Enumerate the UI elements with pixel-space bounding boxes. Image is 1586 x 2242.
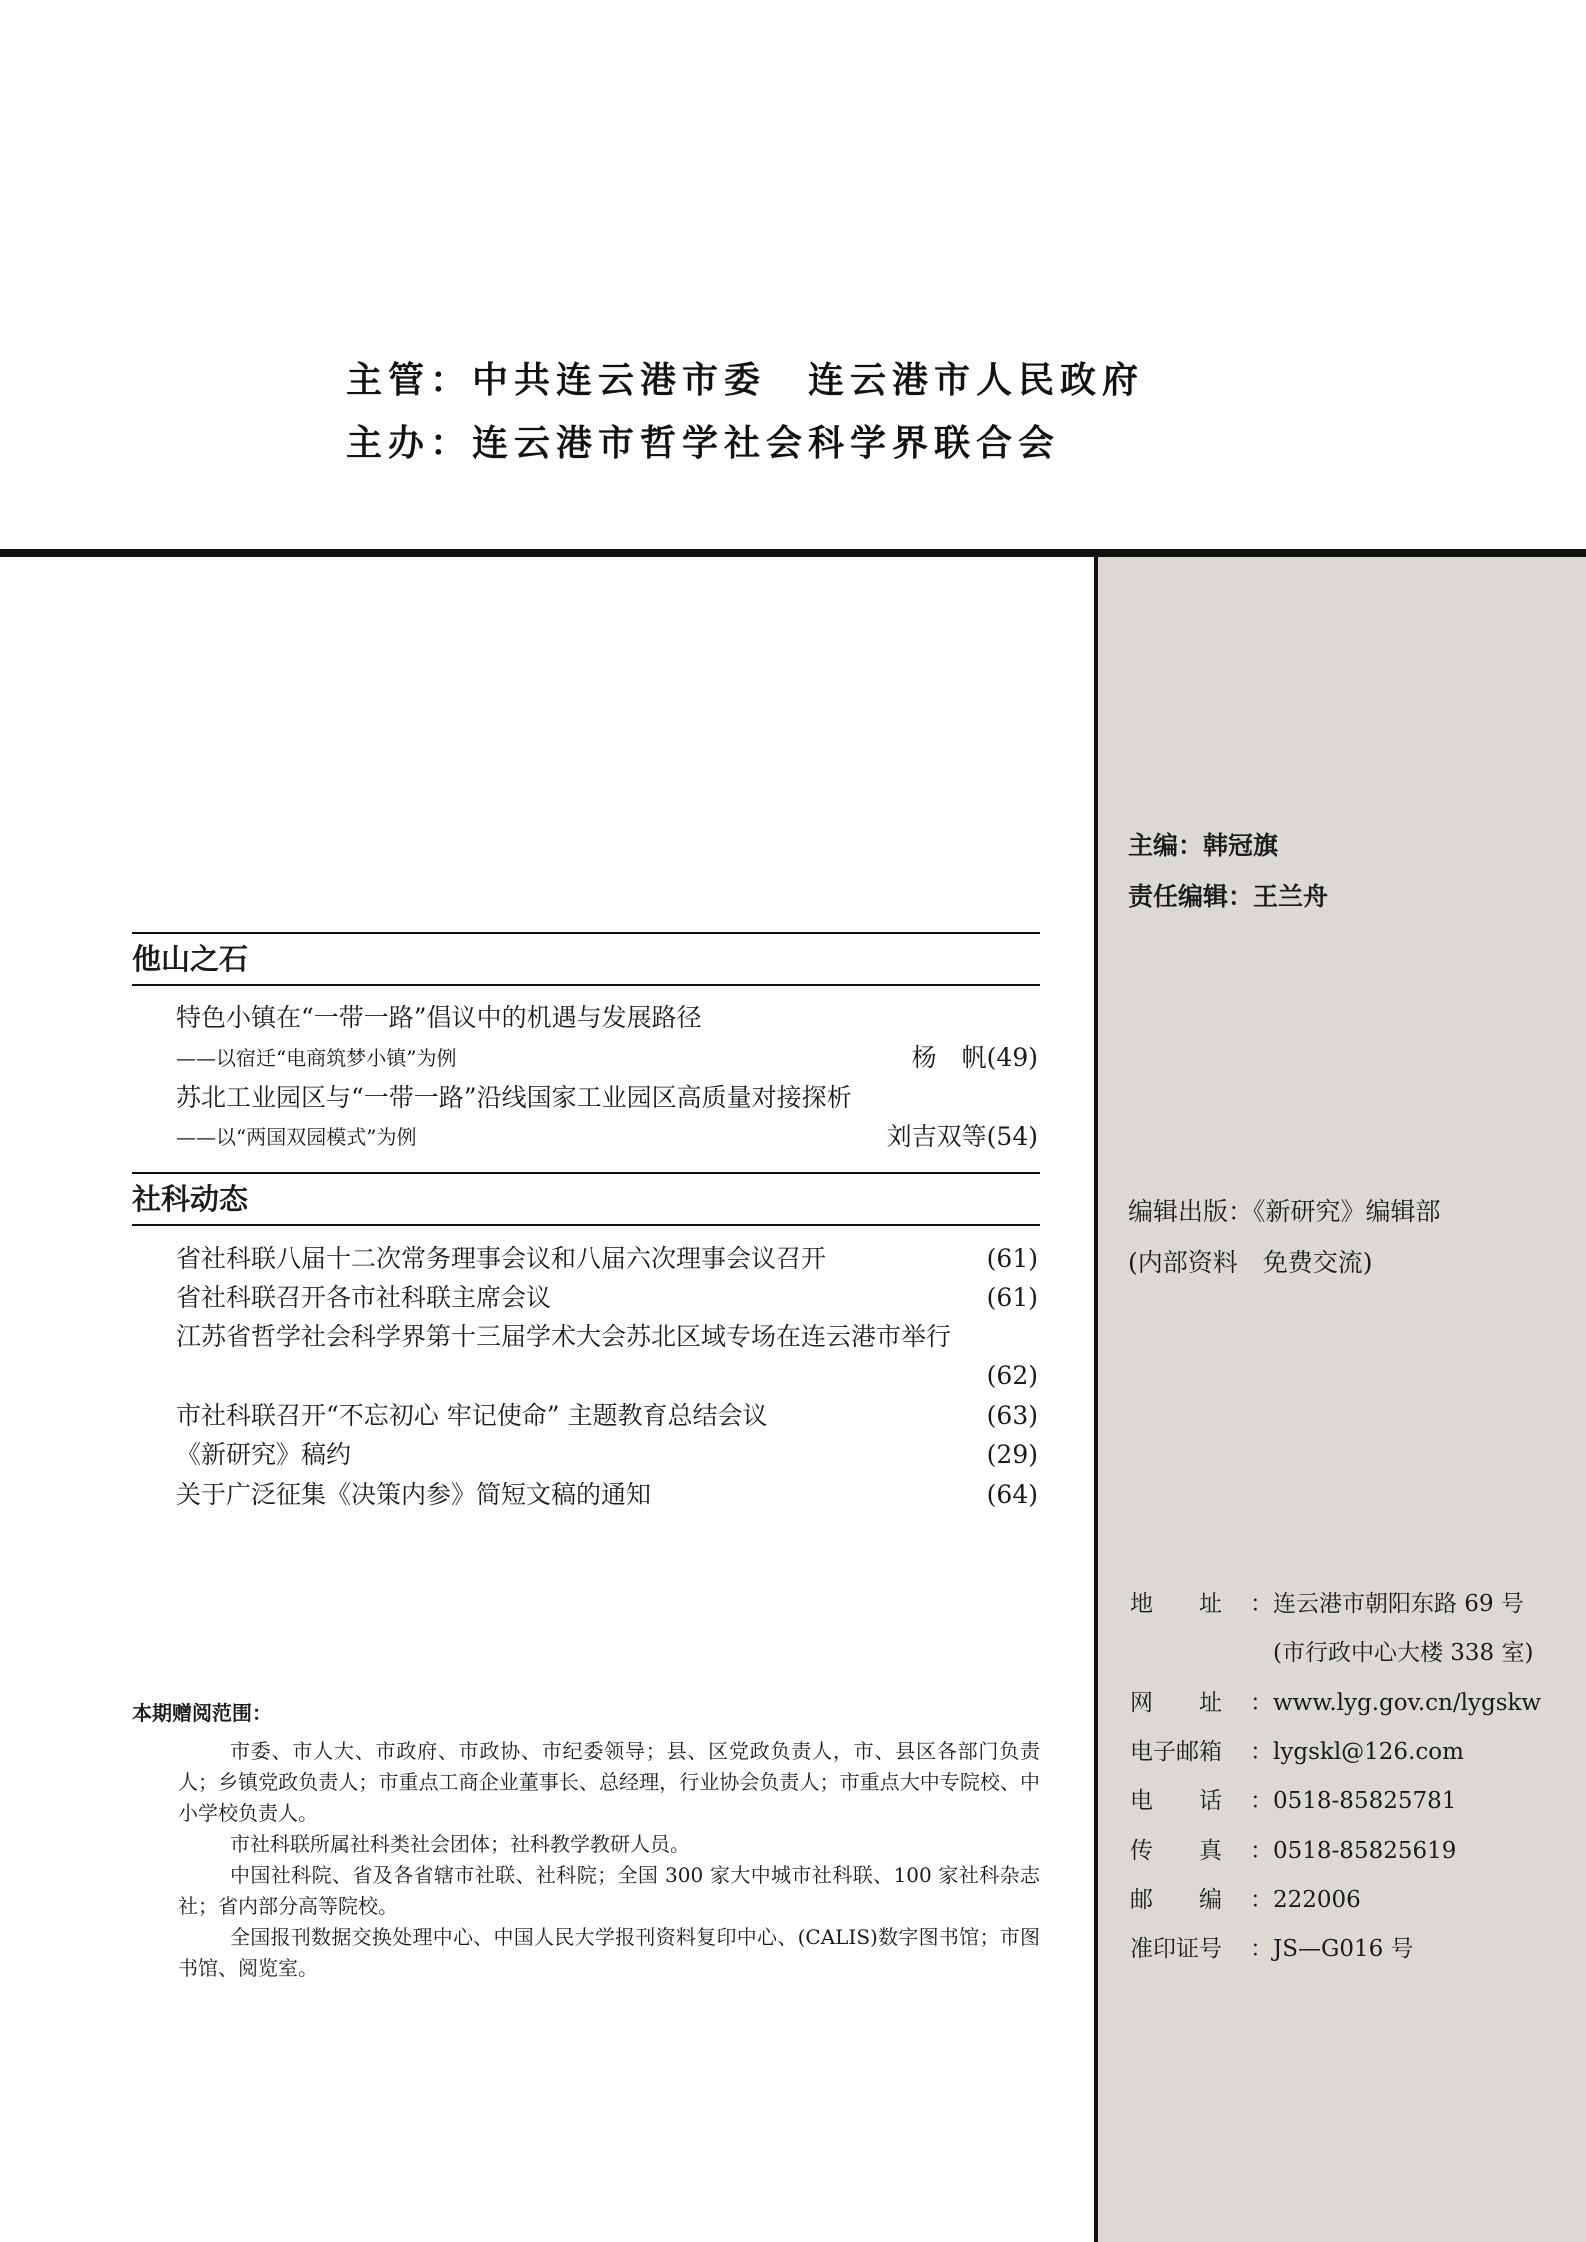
distribution-paragraph: 中国社科院、省及各省辖市社联、社科院；全国 300 家大中城市社科联、100 家社科杂志社；省内部分高等院校。: [178, 1863, 1040, 1918]
toc-item: 《新研究》稿约 (29): [176, 1440, 1038, 1469]
distribution-paragraph: 全国报刊数据交换处理中心、中国人民大学报刊资料复印中心、(CALIS)数字图书馆；市图书馆、阅览室。: [178, 1925, 1040, 1980]
contact-phone: 电 话 ：0518-85825781: [1130, 1788, 1457, 1814]
toc-item: 关于广泛征集《决策内参》简短文稿的通知 (64): [176, 1480, 1038, 1509]
toc-item: 江苏省哲学社会科学界第十三届学术大会苏北区域专场在连云港市举行: [176, 1322, 952, 1351]
responsible-editor: 责任编辑：王兰舟: [1128, 882, 1329, 911]
header-divider: [0, 549, 1586, 557]
toc-item: 特色小镇在“一带一路”倡议中的机遇与发展路径: [176, 1003, 702, 1032]
contact-address-room: (市行政中心大楼 338 室): [1273, 1640, 1534, 1666]
toc-author-page: 刘吉双等(54): [886, 1122, 1038, 1151]
header-sponsor: 主办：连云港市哲学社会科学界联合会: [346, 423, 1061, 464]
toc-item: 省社科联召开各市社科联主席会议 (61): [176, 1283, 1038, 1312]
toc-author-page: 杨 帆(49): [911, 1043, 1038, 1072]
toc-item: 苏北工业园区与“一带一路”沿线国家工业园区高质量对接探析: [176, 1083, 852, 1112]
distribution-paragraph: 市社科联所属社科类社会团体；社科教学教研人员。: [230, 1832, 690, 1856]
contact-address: 地 址 ：连云港市朝阳东路 69 号: [1130, 1591, 1524, 1617]
section-title: 他山之石: [132, 932, 1040, 986]
header-supervisor: 主管：中共连云港市委 连云港市人民政府: [346, 360, 1145, 401]
contact-email: 电子邮箱 ：lygskl@126.com: [1130, 1739, 1464, 1765]
contact-permit: 准印证号 ：JS—G016 号: [1130, 1936, 1414, 1962]
toc-subitem: ——以“两国双园模式”为例 刘吉双等(54): [176, 1122, 1038, 1151]
toc-item: 市社科联召开“不忘初心 牢记使命” 主题教育总结会议 (63): [176, 1401, 1038, 1430]
info-sidebar: [1094, 557, 1586, 2242]
distribution-body: [178, 1736, 1040, 1984]
contact-postcode: 邮 编 ：222006: [1130, 1887, 1361, 1913]
toc-item: 省社科联八届十二次常务理事会议和八届六次理事会议召开 (61): [176, 1244, 1038, 1273]
chief-editor: 主编：韩冠旗: [1128, 831, 1279, 860]
section-title: 社科动态: [132, 1172, 1040, 1226]
toc-subitem: ——以宿迁“电商筑梦小镇”为例 杨 帆(49): [176, 1043, 1038, 1072]
distribution-title: 本期赠阅范围：: [132, 1701, 272, 1725]
contact-fax: 传 真 ：0518-85825619: [1130, 1838, 1457, 1864]
distribution-paragraph: 市委、市人大、市政府、市政协、市纪委领导；县、区党政负责人，市、县区各部门负责人；乡镇党政负责人；市重点工商企业董事长、总经理，行业协会负责人；市重点大中专院校、中小学校负责人。: [178, 1739, 1040, 1825]
circulation-note: (内部资料 免费交流): [1128, 1248, 1373, 1277]
contact-website: 网 址 ：www.lyg.gov.cn/lygskw: [1130, 1690, 1542, 1716]
publisher-line: 编辑出版：《新研究》编辑部: [1128, 1197, 1441, 1226]
toc-item-page: (62): [986, 1361, 1038, 1390]
